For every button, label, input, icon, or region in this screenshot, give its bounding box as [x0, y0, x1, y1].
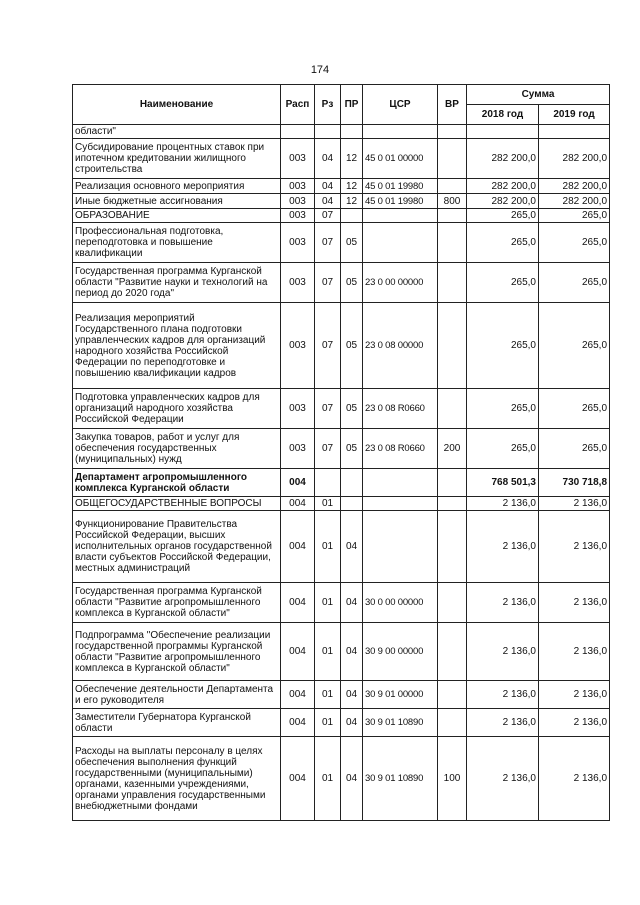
row-pr: 04 [341, 737, 363, 821]
row-sum-2018: 2 136,0 [467, 497, 539, 511]
row-vr [438, 709, 467, 737]
row-sum-2018: 2 136,0 [467, 681, 539, 709]
row-vr [438, 623, 467, 681]
row-sum-2018: 2 136,0 [467, 709, 539, 737]
row-pr [341, 497, 363, 511]
row-pr [341, 469, 363, 497]
row-vr [438, 179, 467, 194]
row-rz [315, 469, 341, 497]
row-rz: 01 [315, 497, 341, 511]
row-name: области" [73, 125, 281, 139]
table-row [73, 737, 610, 821]
row-vr [438, 209, 467, 223]
row-vr: 100 [438, 737, 467, 821]
row-rz: 07 [315, 389, 341, 429]
row-name: Функционирование Правительства Российской Федерации, высших исполнительных органов государственной власти субъектов Российской Федерации, местных администраций [73, 511, 281, 583]
row-sum-2018: 282 200,0 [467, 179, 539, 194]
row-rasp: 004 [281, 681, 315, 709]
row-rasp: 003 [281, 209, 315, 223]
row-csr: 30 9 01 00000 [363, 681, 438, 709]
row-rasp: 004 [281, 583, 315, 623]
row-sum-2018: 2 136,0 [467, 583, 539, 623]
row-csr: 23 0 08 R0660 [363, 429, 438, 469]
row-sum-2019: 2 136,0 [539, 511, 610, 583]
row-name: Закупка товаров, работ и услуг для обеспечения государственных (муниципальных) нужд [73, 429, 281, 469]
row-vr: 200 [438, 429, 467, 469]
row-rz: 01 [315, 681, 341, 709]
row-sum-2018: 265,0 [467, 429, 539, 469]
row-rz: 07 [315, 209, 341, 223]
row-rasp: 003 [281, 194, 315, 209]
row-name: Реализация основного мероприятия [73, 179, 281, 194]
header-sum: Сумма [467, 85, 610, 105]
row-rasp: 004 [281, 737, 315, 821]
row-name: ОБЩЕГОСУДАРСТВЕННЫЕ ВОПРОСЫ [73, 497, 281, 511]
row-csr: 30 9 01 10890 [363, 737, 438, 821]
row-sum-2019: 282 200,0 [539, 179, 610, 194]
row-sum-2018: 282 200,0 [467, 194, 539, 209]
row-rz: 04 [315, 179, 341, 194]
row-sum-2019 [539, 125, 610, 139]
row-name: Государственная программа Курганской области "Развитие агропромышленного комплекса в Курганской области" [73, 583, 281, 623]
row-rasp: 003 [281, 263, 315, 303]
table-row [73, 125, 610, 139]
table-row [73, 179, 610, 194]
row-rz: 01 [315, 623, 341, 681]
row-pr: 12 [341, 179, 363, 194]
row-csr: 45 0 01 00000 [363, 139, 438, 179]
row-vr [438, 389, 467, 429]
row-name: Государственная программа Курганской области "Развитие науки и технологий на период до 2020 года" [73, 263, 281, 303]
row-csr [363, 209, 438, 223]
row-rasp: 003 [281, 179, 315, 194]
row-name: Профессиональная подготовка, переподготовка и повышение квалификации [73, 223, 281, 263]
row-csr: 30 9 00 00000 [363, 623, 438, 681]
row-rasp: 004 [281, 511, 315, 583]
row-sum-2019: 2 136,0 [539, 497, 610, 511]
table-row [73, 623, 610, 681]
row-csr [363, 125, 438, 139]
row-pr [341, 209, 363, 223]
row-name: Подготовка управленческих кадров для организаций народного хозяйства Российской Федерации [73, 389, 281, 429]
row-vr [438, 497, 467, 511]
row-rz: 01 [315, 737, 341, 821]
row-rz: 07 [315, 223, 341, 263]
header-year-2019: 2019 год [539, 105, 610, 125]
row-pr: 05 [341, 389, 363, 429]
row-sum-2019: 265,0 [539, 209, 610, 223]
row-pr: 04 [341, 709, 363, 737]
row-vr [438, 263, 467, 303]
row-sum-2018: 265,0 [467, 209, 539, 223]
table-row [73, 511, 610, 583]
table-header [73, 85, 610, 125]
row-rasp: 004 [281, 497, 315, 511]
row-pr: 05 [341, 263, 363, 303]
row-rz: 04 [315, 194, 341, 209]
row-name: Заместители Губернатора Курганской области [73, 709, 281, 737]
row-csr: 30 0 00 00000 [363, 583, 438, 623]
row-pr: 12 [341, 194, 363, 209]
row-vr [438, 303, 467, 389]
row-csr: 45 0 01 19980 [363, 179, 438, 194]
row-sum-2019: 282 200,0 [539, 139, 610, 179]
row-csr: 23 0 08 R0660 [363, 389, 438, 429]
row-csr [363, 223, 438, 263]
row-sum-2019: 2 136,0 [539, 737, 610, 821]
row-csr: 23 0 00 00000 [363, 263, 438, 303]
row-pr: 05 [341, 303, 363, 389]
row-vr [438, 139, 467, 179]
row-sum-2018: 265,0 [467, 263, 539, 303]
table-row [73, 223, 610, 263]
row-sum-2019: 2 136,0 [539, 681, 610, 709]
row-csr [363, 469, 438, 497]
row-sum-2018: 2 136,0 [467, 737, 539, 821]
row-pr: 05 [341, 429, 363, 469]
row-name: Иные бюджетные ассигнования [73, 194, 281, 209]
row-sum-2018: 282 200,0 [467, 139, 539, 179]
row-sum-2019: 2 136,0 [539, 583, 610, 623]
row-rz: 01 [315, 709, 341, 737]
table-body [73, 125, 610, 821]
table-row [73, 389, 610, 429]
row-pr: 04 [341, 511, 363, 583]
row-vr [438, 223, 467, 263]
row-rasp: 004 [281, 709, 315, 737]
row-sum-2019: 730 718,8 [539, 469, 610, 497]
row-sum-2018: 768 501,3 [467, 469, 539, 497]
header-rz: Рз [315, 85, 341, 125]
table-row [73, 497, 610, 511]
row-vr [438, 469, 467, 497]
row-rz [315, 125, 341, 139]
row-name: Расходы на выплаты персоналу в целях обеспечения выполнения функций государственными (муниципальными) органами, казенными учреждениями, органами управления государственными внебюджетными фондами [73, 737, 281, 821]
row-rz: 07 [315, 263, 341, 303]
row-sum-2018 [467, 125, 539, 139]
table-row [73, 469, 610, 497]
row-rasp: 003 [281, 303, 315, 389]
row-name: Подпрограмма "Обеспечение реализации государственной программы Курганской области "Развитие агропромышленного комплекса в Курганской области" [73, 623, 281, 681]
header-year-2018: 2018 год [467, 105, 539, 125]
row-name: Субсидирование процентных ставок при ипотечном кредитовании жилищного строительства [73, 139, 281, 179]
page-number: 174 [310, 64, 330, 76]
row-csr: 23 0 08 00000 [363, 303, 438, 389]
row-rasp: 004 [281, 469, 315, 497]
row-rasp: 003 [281, 389, 315, 429]
row-rz: 07 [315, 303, 341, 389]
row-vr [438, 125, 467, 139]
row-vr [438, 511, 467, 583]
row-vr [438, 681, 467, 709]
table-row [73, 429, 610, 469]
row-sum-2019: 265,0 [539, 263, 610, 303]
row-rz: 04 [315, 139, 341, 179]
table-row [73, 263, 610, 303]
row-pr: 04 [341, 681, 363, 709]
row-rz: 07 [315, 429, 341, 469]
row-name: Департамент агропромышленного комплекса Курганской области [73, 469, 281, 497]
row-sum-2018: 265,0 [467, 389, 539, 429]
row-sum-2019: 265,0 [539, 303, 610, 389]
row-pr: 04 [341, 623, 363, 681]
row-sum-2018: 2 136,0 [467, 511, 539, 583]
row-rz: 01 [315, 511, 341, 583]
row-sum-2019: 2 136,0 [539, 709, 610, 737]
row-rasp: 003 [281, 223, 315, 263]
row-vr [438, 583, 467, 623]
row-csr: 45 0 01 19980 [363, 194, 438, 209]
table-row [73, 303, 610, 389]
row-sum-2018: 265,0 [467, 223, 539, 263]
row-csr [363, 511, 438, 583]
row-rasp [281, 125, 315, 139]
header-csr: ЦСР [363, 85, 438, 125]
row-rasp: 004 [281, 623, 315, 681]
table-row [73, 681, 610, 709]
row-pr: 04 [341, 583, 363, 623]
row-pr [341, 125, 363, 139]
table-row [73, 209, 610, 223]
row-sum-2019: 265,0 [539, 389, 610, 429]
row-sum-2019: 282 200,0 [539, 194, 610, 209]
row-name: Обеспечение деятельности Департамента и его руководителя [73, 681, 281, 709]
row-sum-2019: 265,0 [539, 223, 610, 263]
row-csr: 30 9 01 10890 [363, 709, 438, 737]
row-rz: 01 [315, 583, 341, 623]
row-sum-2018: 265,0 [467, 303, 539, 389]
row-csr [363, 497, 438, 511]
table-row [73, 583, 610, 623]
row-rasp: 003 [281, 429, 315, 469]
row-sum-2018: 2 136,0 [467, 623, 539, 681]
row-sum-2019: 265,0 [539, 429, 610, 469]
row-sum-2019: 2 136,0 [539, 623, 610, 681]
row-pr: 12 [341, 139, 363, 179]
table-row [73, 194, 610, 209]
header-rasp: Расп [281, 85, 315, 125]
table-row [73, 709, 610, 737]
header-pr: ПР [341, 85, 363, 125]
row-rasp: 003 [281, 139, 315, 179]
row-pr: 05 [341, 223, 363, 263]
header-vr: ВР [438, 85, 467, 125]
header-name: Наименование [73, 85, 281, 125]
budget-table [72, 84, 610, 821]
row-vr: 800 [438, 194, 467, 209]
row-name: Реализация мероприятий Государственного плана подготовки управленческих кадров для организаций народного хозяйства Российской Федерации по переподготовке и повышению квалификации кадров [73, 303, 281, 389]
row-name: ОБРАЗОВАНИЕ [73, 209, 281, 223]
table-row [73, 139, 610, 179]
